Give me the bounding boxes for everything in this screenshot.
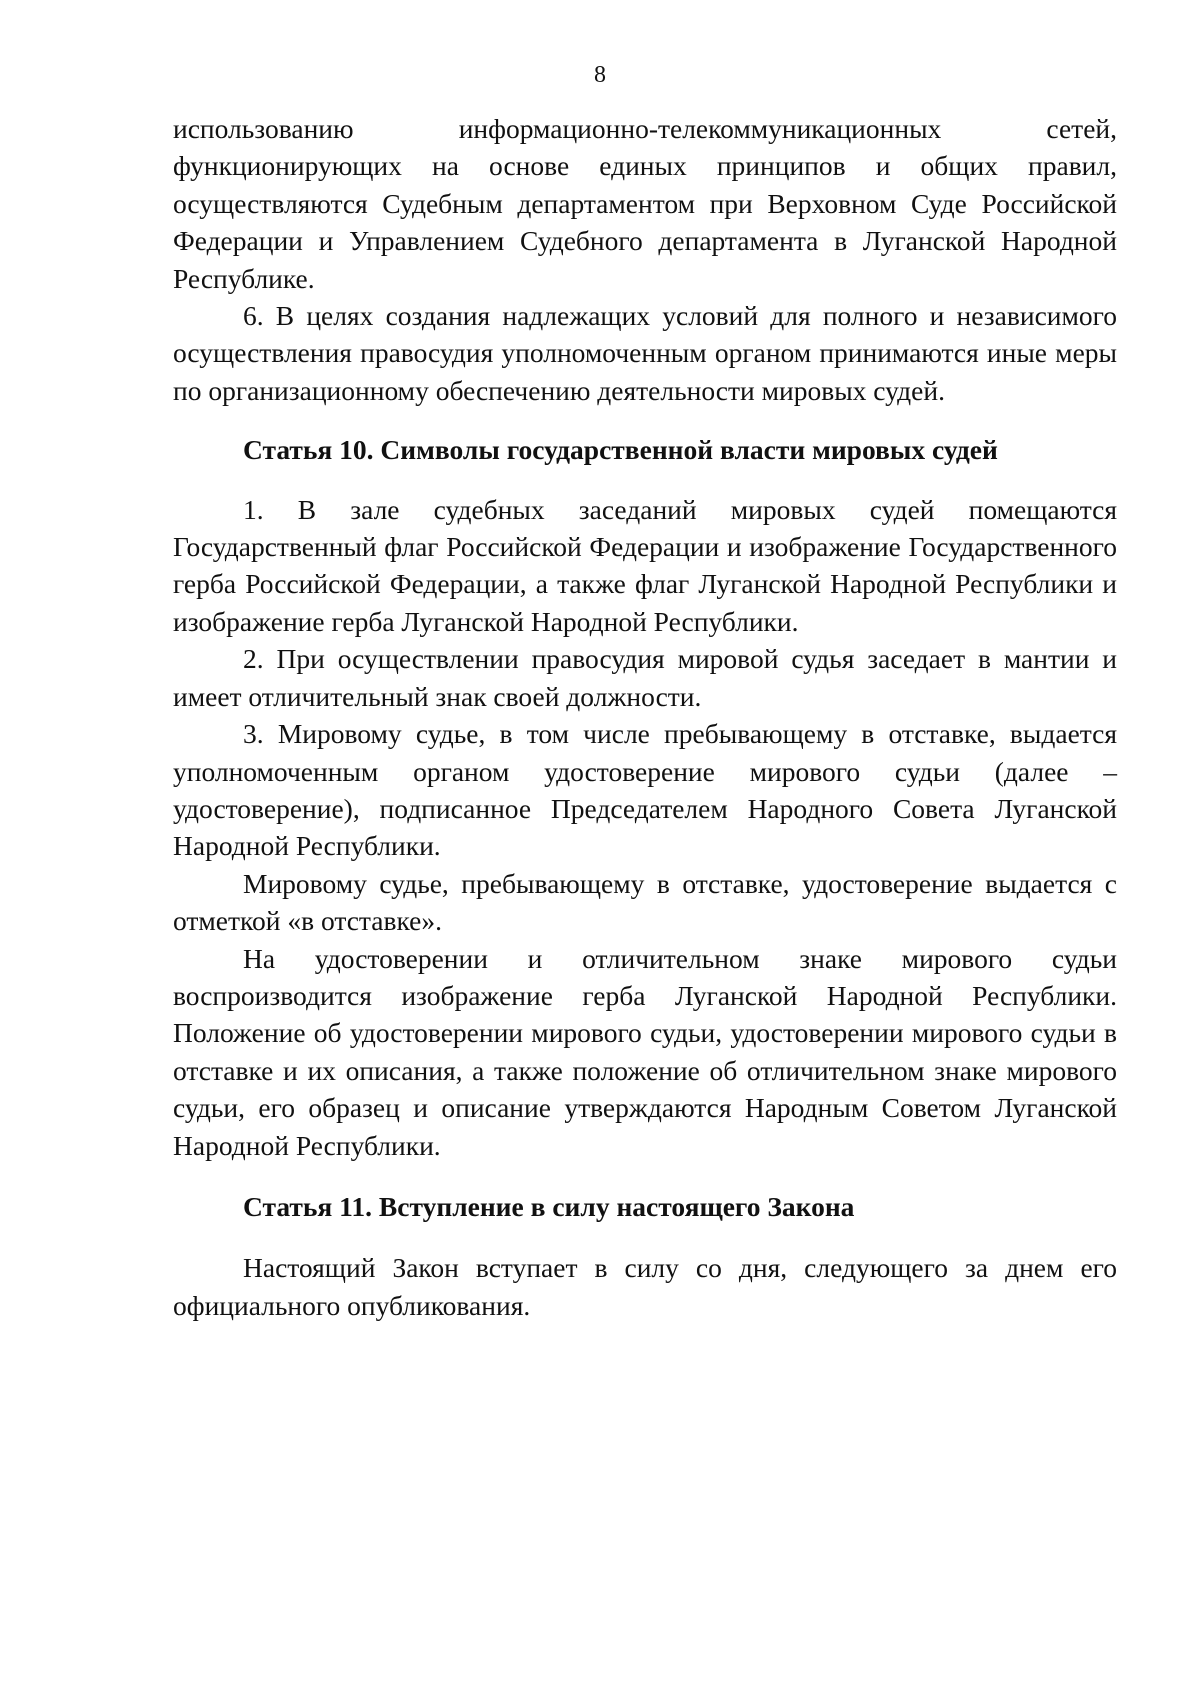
article-10-item-3: 3. Мировому судье, в том числе пребывающему в отставке, выдается уполномоченным органом удостоверение мирового судьи (далее – удостоверение), подписанное Председателем Народного Совета Луганской Народной Республики. bbox=[173, 718, 1117, 862]
article-10-heading: Статья 10. Символы государственной власти мировых судей bbox=[243, 434, 998, 466]
paragraph-item-6: 6. В целях создания надлежащих условий для полного и независимого осуществления правосудия уполномоченным органом принимаются иные меры по организационному обеспечению деятельности мировых судей. bbox=[173, 300, 1117, 406]
article-11-paragraph: Настоящий Закон вступает в силу со дня, следующего за днем его официального опубликования. bbox=[173, 1252, 1117, 1321]
article-11-heading: Статья 11. Вступление в силу настоящего Закона bbox=[243, 1190, 855, 1222]
page-number: 8 bbox=[594, 62, 606, 88]
article-10-retired-paragraph: Мировому судье, пребывающему в отставке, удостоверение выдается с отметкой «в отставке». bbox=[173, 867, 1117, 937]
paragraph-continuation: использованию информационно-телекоммуникационных сетей, функционирующих на основе единых принципов и общих правил, осуществляются Судебным департаментом при Верховном Суде Российской Федерации и Управлением Судебного департамента в Луганской Народной Республике. bbox=[173, 113, 1117, 294]
article-10-item-1: 1. В зале судебных заседаний мировых судей помещаются Государственный флаг Российской Федерации и изображение Государственного герба Российской Федерации, а также флаг Луганской Народной Республики и изображение герба Луганской Народной Республики. bbox=[173, 493, 1117, 637]
article-10-emblem-paragraph: На удостоверении и отличительном знаке мирового судьи воспроизводится изображение герба Луганской Народной Республики. Положение об удостоверении мирового судьи, удостоверении мирового судьи в отставке и их описания, а также положение об отличительном знаке мирового судьи, его образец и описание утверждаются Народным Советом Луганской Народной Республики. bbox=[173, 942, 1117, 1161]
article-10-item-2: 2. При осуществлении правосудия мировой судья заседает в мантии и имеет отличительный знак своей должности. bbox=[173, 643, 1117, 712]
document-body bbox=[173, 110, 1117, 1324]
